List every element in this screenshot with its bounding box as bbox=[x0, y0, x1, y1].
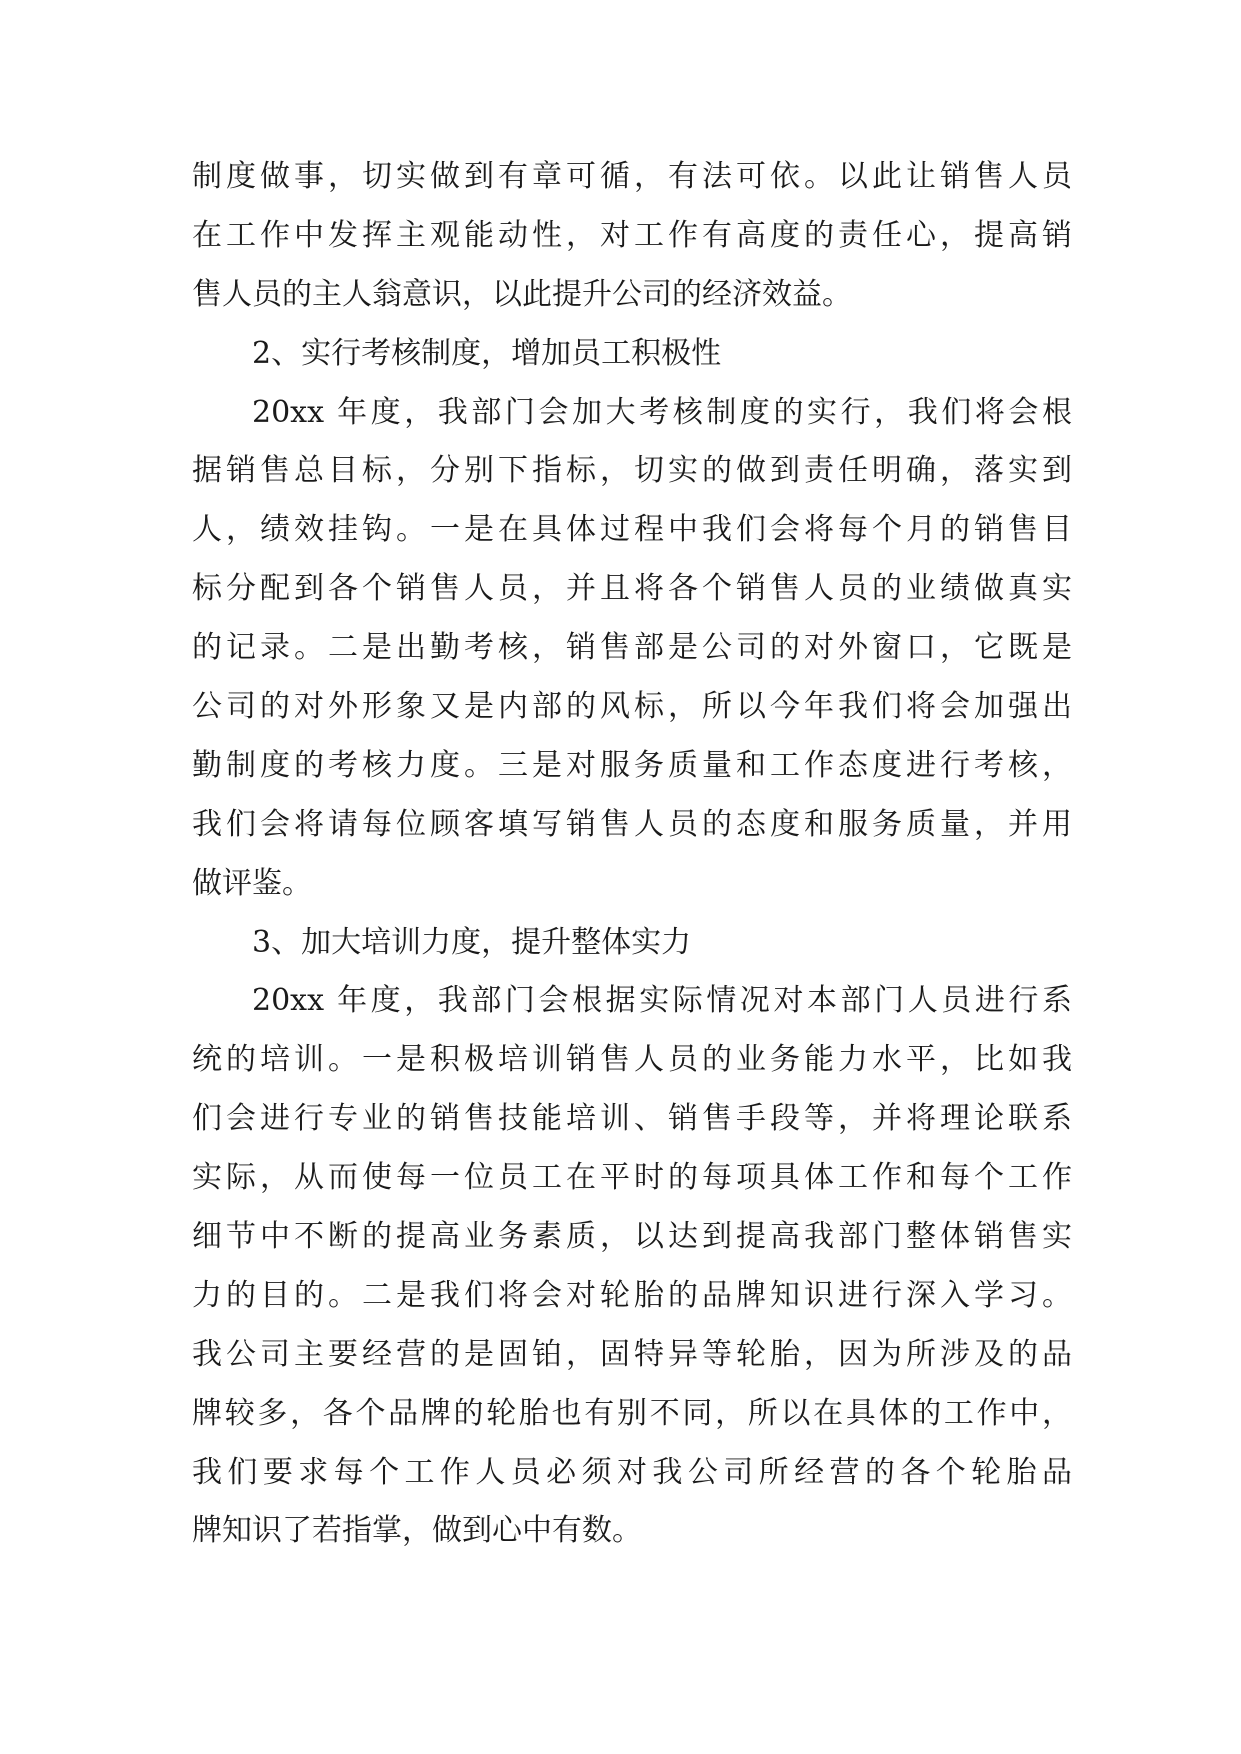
text-line: 标分配到各个销售人员，并且将各个销售人员的业绩做真实 bbox=[192, 571, 1072, 607]
text-line: 统的培训。一是积极培训销售人员的业务能力水平，比如我 bbox=[192, 1042, 1072, 1078]
text-line: 的记录。二是出勤考核，销售部是公司的对外窗口，它既是 bbox=[192, 630, 1072, 666]
text-line: 20xx 年度，我部门会加大考核制度的实行，我们将会根 bbox=[252, 394, 1072, 430]
text-line: 勤制度的考核力度。三是对服务质量和工作态度进行考核， bbox=[192, 747, 1072, 783]
text-line: 我们会将请每位顾客填写销售人员的态度和服务质量，并用 bbox=[192, 806, 1072, 842]
text-line: 在工作中发挥主观能动性，对工作有高度的责任心，提高销 bbox=[192, 217, 1072, 253]
text-line: 力的目的。二是我们将会对轮胎的品牌知识进行深入学习。 bbox=[192, 1277, 1072, 1313]
text-line: 牌知识了若指掌，做到心中有数。 bbox=[192, 1513, 642, 1549]
text-line: 实际，从而使每一位员工在平时的每项具体工作和每个工作 bbox=[192, 1160, 1072, 1196]
document-body bbox=[192, 148, 1072, 1561]
text-line: 我公司主要经营的是固铂，固特异等轮胎，因为所涉及的品 bbox=[192, 1336, 1072, 1372]
text-line: 制度做事，切实做到有章可循，有法可依。以此让销售人员 bbox=[192, 159, 1072, 194]
text-line: 我们要求每个工作人员必须对我公司所经营的各个轮胎品 bbox=[192, 1454, 1072, 1490]
section-heading: 3、加大培训力度，提升整体实力 bbox=[252, 924, 692, 960]
section-heading: 2、实行考核制度，增加员工积极性 bbox=[252, 335, 722, 371]
text-line: 牌较多，各个品牌的轮胎也有别不同，所以在具体的工作中， bbox=[192, 1395, 1072, 1431]
text-line: 细节中不断的提高业务素质，以达到提高我部门整体销售实 bbox=[192, 1219, 1072, 1255]
text-line: 做评鉴。 bbox=[192, 865, 312, 901]
text-line: 20xx 年度，我部门会根据实际情况对本部门人员进行系 bbox=[252, 983, 1072, 1019]
text-line: 售人员的主人翁意识，以此提升公司的经济效益。 bbox=[192, 276, 852, 312]
text-line: 公司的对外形象又是内部的风标，所以今年我们将会加强出 bbox=[192, 689, 1072, 725]
text-line: 们会进行专业的销售技能培训、销售手段等，并将理论联系 bbox=[192, 1101, 1072, 1137]
text-line: 人，绩效挂钩。一是在具体过程中我们会将每个月的销售目 bbox=[192, 512, 1072, 548]
text-line: 据销售总目标，分别下指标，切实的做到责任明确，落实到 bbox=[192, 453, 1072, 489]
